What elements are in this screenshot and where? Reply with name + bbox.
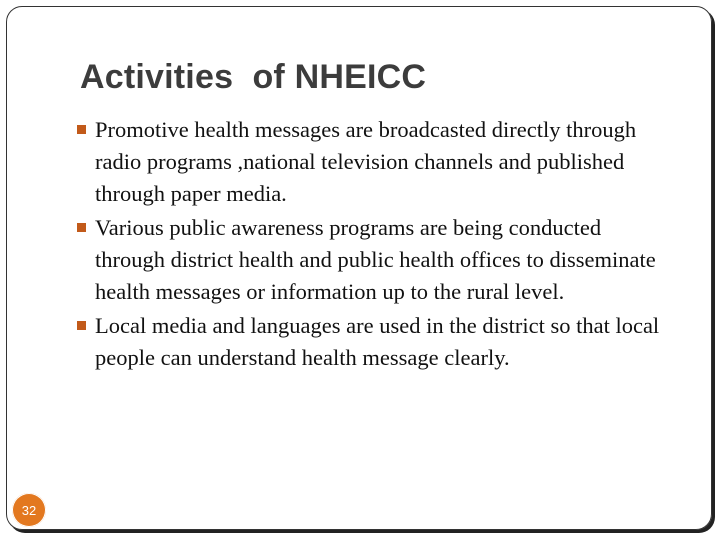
square-bullet-icon bbox=[77, 321, 86, 330]
square-bullet-icon bbox=[77, 223, 86, 232]
bullet-item-2 bbox=[74, 212, 674, 308]
bullet-item-3 bbox=[74, 310, 674, 374]
bullet-list bbox=[74, 114, 674, 376]
square-bullet-icon bbox=[77, 125, 86, 134]
bullet-text: Various public awareness programs are being conducted through district health and public health offices to disseminate health messages or information up to the rural level. bbox=[95, 215, 656, 304]
bullet-item-1 bbox=[74, 114, 674, 210]
page-number-badge: 32 bbox=[12, 493, 46, 527]
bullet-text: Local media and languages are used in the district so that local people can understand health message clearly. bbox=[95, 313, 660, 370]
slide-title: Activities of NHEICC bbox=[80, 58, 427, 96]
bullet-text: Promotive health messages are broadcasted directly through radio programs ,national television channels and published through paper media. bbox=[95, 117, 637, 206]
